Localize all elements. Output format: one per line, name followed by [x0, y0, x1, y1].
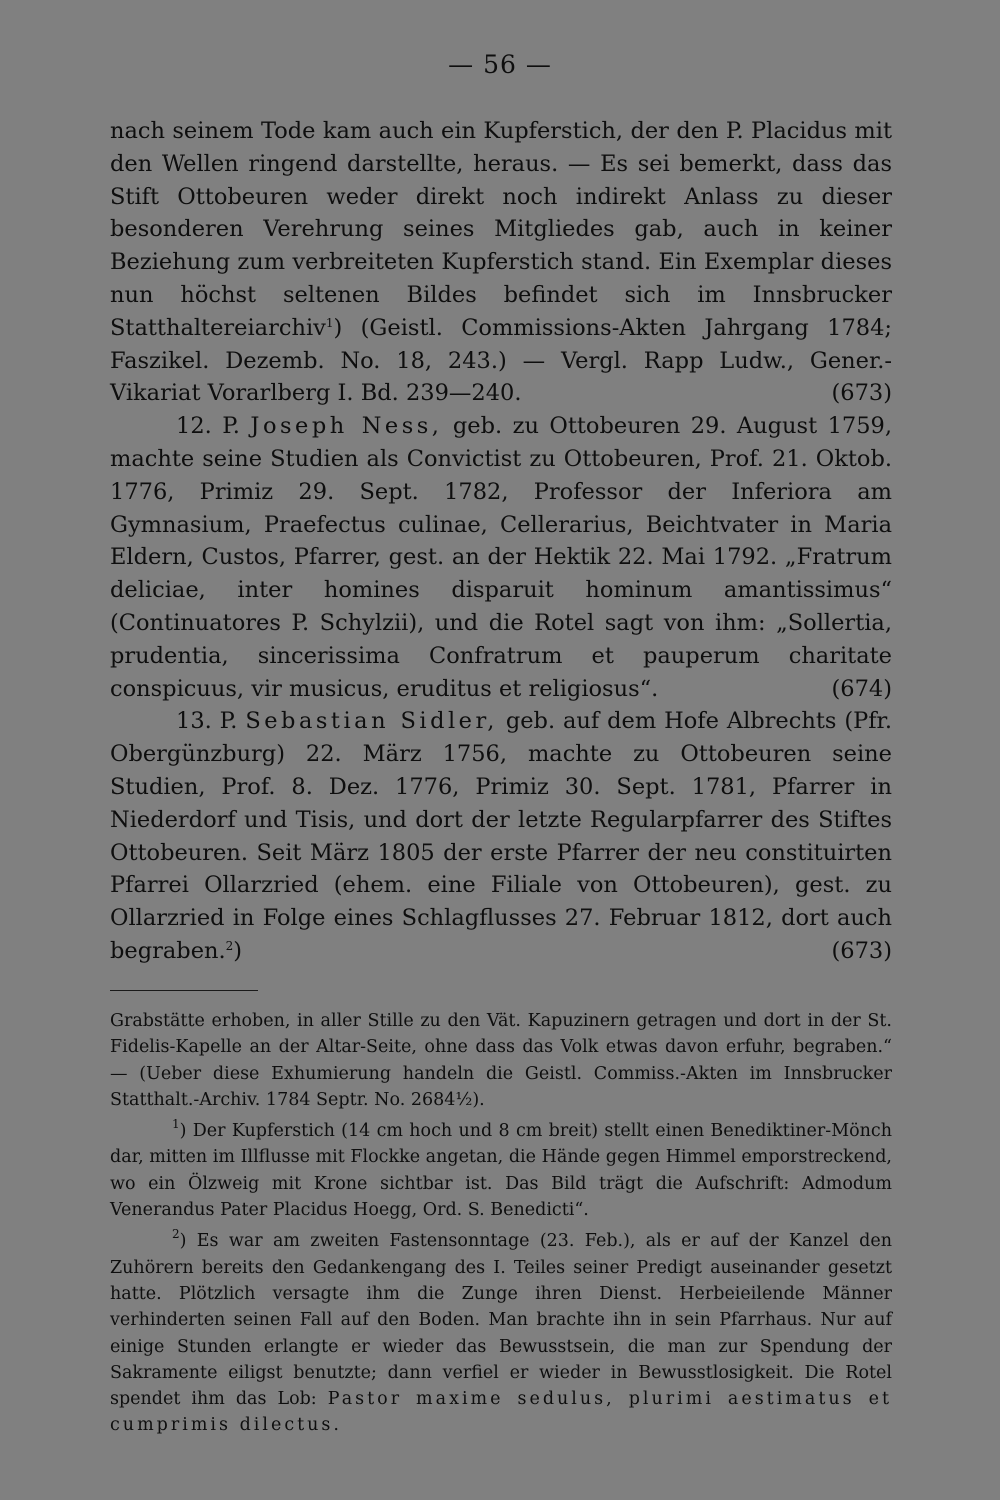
footnote-2-text: ) Es war am zweiten Fastensonntage (23. Feb.), als er auf der Kanzel den Zuhörern bereits den Gedankengang des I. Teiles seiner Predigt auseinander gesetzt hatte. Plötzlich versagte ihm die Zunge ihren Dienst. Herbeieilende Männer verhinderten seinen Fall auf den Boden. Man brachte ihn in sein Pfarrhaus. Nur auf einige Stunden erlangte er wieder das Bewusstsein, die man zur Spendung der Sakramente eiligst benutzte; dann verfiel er wieder in Bewusstlosigkeit. Die Rotel spendet ihm das Lob: [110, 1231, 892, 1410]
entry-joseph-ness [110, 410, 892, 705]
page-number: — 56 — [448, 50, 552, 79]
entry-text: geb. auf dem Hofe Albrechts (Pfr. Obergünzburg) 22. März 1756, machte zu Ottobeuren seine Studien, Prof. 8. Dez. 1776, Primiz 30. Sept. 1781, Pfarrer in Niederdorf und Tisis, und dort der letzte Regularpfarrer des Stiftes Ottobeuren. Seit März 1805 der erste Pfarrer der neu constituirten Pfarrei Ollarzried (ehem. eine Filiale von Ottobeuren), gest. zu Ollarzried in Folge eines Schlagflusses 27. Februar 1812, dort auch begraben. [110, 708, 892, 964]
footnote-continuation: Grabstätte erhoben, in aller Stille zu den Vät. Kapuzinern getragen und dort in der St. Fidelis-Kapelle an der Altar-Seite, ohne dass das Volk etwas davon erfuhr, begraben.“ — (Ueber diese Exhumierung handeln die Geistl. Commiss.-Akten im Innsbrucker Statthalt.-Archiv. 1784 Septr. No. 2684½). [110, 1011, 892, 1110]
footnote-marker-1: 1 [325, 315, 334, 330]
entry-sebastian-sidler [110, 705, 892, 967]
footnote-2 [110, 1228, 892, 1438]
footnote-divider [110, 990, 258, 991]
footnote-1-text: ) Der Kupferstich (14 cm hoch und 8 cm breit) stellt einen Benediktiner-Mönch dar, mitten im Illflusse mit Flockke angetan, die Hände gegen Himmel emporstreckend, wo ein Ölzweig mit Krone sichtbar ist. Das Bild trägt die Aufschrift: Admodum Venerandus Pater Placidus Hoegg, Ord. S. Benedicti“. [110, 1121, 892, 1221]
paragraph-placidus-continued [110, 115, 892, 410]
paragraph-text: nach seinem Tode kam auch ein Kupferstich, der den P. Placidus mit den Wellen ringend darstellte, heraus. — Es sei bemerkt, dass das Stift Ottobeuren weder direkt noch indirekt Anlass zu dieser besonderen Verehrung seines Mitgliedes gab, auch in keiner Beziehung zum verbreiteten Kupferstich stand. Ein Exemplar dieses nun höchst seltenen Bildes befindet sich im Innsbrucker Statthaltereiarchiv [110, 118, 892, 341]
footnote-2-spaced-text: Pastor maxime sedulus, plurimi aestimatus et cumprimis dilectus. [110, 1389, 892, 1436]
footnote-2-mark: 2 [172, 1227, 180, 1242]
entry-name: Sebastian Sidler, [245, 708, 498, 735]
reference-number: (673) [831, 380, 892, 407]
footnote-1-mark: 1 [172, 1117, 180, 1132]
entry-name: Joseph Ness, [250, 413, 443, 440]
footnote-1 [110, 1118, 892, 1223]
entry-text-end: ) [233, 937, 243, 964]
reference-number: (674) [831, 675, 892, 702]
footnotes [110, 1008, 892, 1439]
entry-number: 13. P. [176, 708, 238, 735]
entry-number: 12. P. [176, 413, 240, 440]
main-text [110, 115, 892, 968]
reference-number: (673) [831, 937, 892, 964]
paragraph-text-continued: ) (Geistl. Commissions-Akten Jahrgang 1784; Faszikel. Dezemb. No. 18, 243.) — Vergl. Rapp Ludw., Gener.-Vikariat Vorarlberg I. Bd. 239—240. [110, 314, 892, 407]
entry-text: geb. zu Ottobeuren 29. August 1759, machte seine Studien als Convictist zu Ottobeuren, Prof. 21. Oktob. 1776, Primiz 29. Sept. 1782, Professor der Inferiora am Gymnasium, Praefectus culinae, Cellerarius, Beichtvater in Maria Eldern, Custos, Pfarrer, gest. an der Hektik 22. Mai 1792. „Fratrum deliciae, inter homines disparuit hominum amantissimus“ (Continuatores P. Schylzii), und die Rotel sagt von ihm: „Sollertia, prudentia, sincerissima Confratrum et pauperum charitate conspicuus, vir musicus, eruditus et religiosus“. [110, 413, 892, 702]
footnote-marker-2: 2 [225, 938, 234, 953]
